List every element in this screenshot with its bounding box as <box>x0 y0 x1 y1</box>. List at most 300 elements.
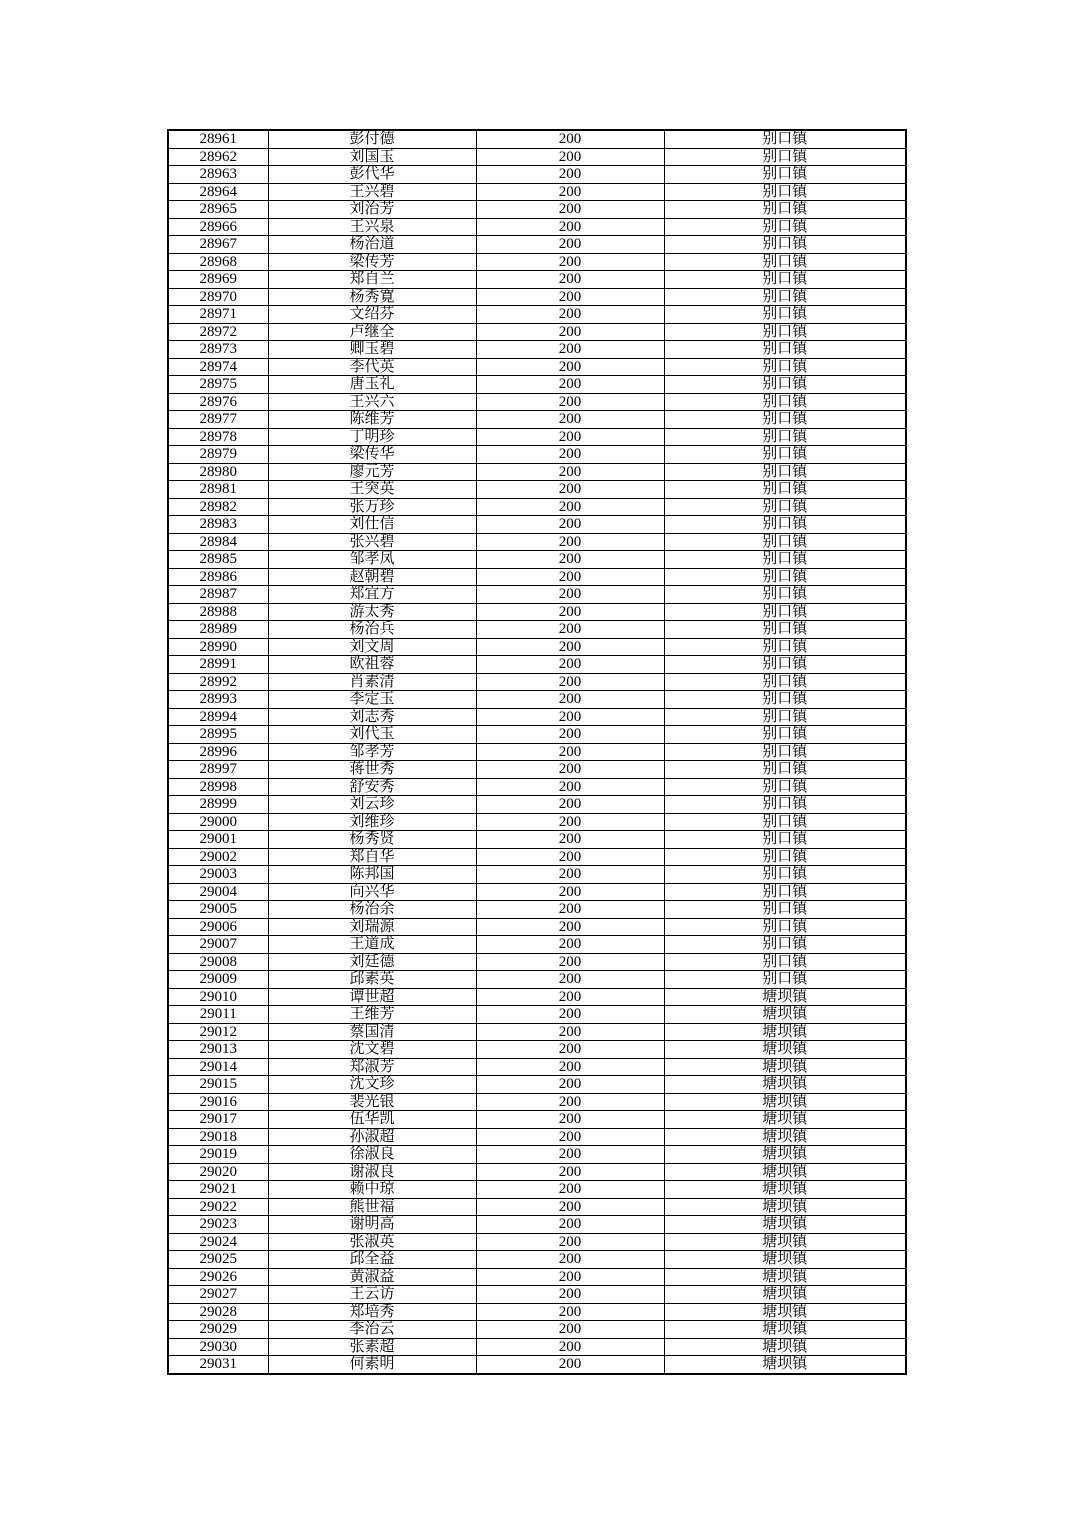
name-cell: 郑培秀 <box>268 1303 476 1321</box>
name-cell: 徐淑良 <box>268 1146 476 1164</box>
name-cell: 张兴碧 <box>268 533 476 551</box>
name-cell: 丁明珍 <box>268 428 476 446</box>
town-cell: 塘坝镇 <box>664 1163 906 1181</box>
name-cell: 沈文珍 <box>268 1076 476 1094</box>
town-cell: 塘坝镇 <box>664 1216 906 1234</box>
town-cell: 别口镇 <box>664 306 906 324</box>
town-cell: 别口镇 <box>664 201 906 219</box>
amount-cell: 200 <box>476 1128 664 1146</box>
name-cell: 杨治余 <box>268 901 476 919</box>
table-row <box>168 1146 906 1164</box>
amount-cell: 200 <box>476 1303 664 1321</box>
name-cell: 王兴六 <box>268 393 476 411</box>
town-cell: 别口镇 <box>664 848 906 866</box>
row-number-cell: 28964 <box>168 183 268 201</box>
amount-cell: 200 <box>476 778 664 796</box>
table-row <box>168 988 906 1006</box>
name-cell: 肖素清 <box>268 673 476 691</box>
amount-cell: 200 <box>476 813 664 831</box>
name-cell: 唐玉礼 <box>268 376 476 394</box>
amount-cell: 200 <box>476 323 664 341</box>
town-cell: 别口镇 <box>664 393 906 411</box>
town-cell: 塘坝镇 <box>664 1338 906 1356</box>
name-cell: 何素明 <box>268 1356 476 1374</box>
town-cell: 塘坝镇 <box>664 1181 906 1199</box>
table-row <box>168 551 906 569</box>
table-row <box>168 831 906 849</box>
name-cell: 廖元芳 <box>268 463 476 481</box>
row-number-cell: 28968 <box>168 253 268 271</box>
table-row <box>168 236 906 254</box>
row-number-cell: 29002 <box>168 848 268 866</box>
row-number-cell: 28967 <box>168 236 268 254</box>
row-number-cell: 28975 <box>168 376 268 394</box>
row-number-cell: 29020 <box>168 1163 268 1181</box>
row-number-cell: 29017 <box>168 1111 268 1129</box>
table-body <box>168 130 906 1374</box>
row-number-cell: 29000 <box>168 813 268 831</box>
amount-cell: 200 <box>476 516 664 534</box>
name-cell: 刘治芳 <box>268 201 476 219</box>
row-number-cell: 29006 <box>168 918 268 936</box>
amount-cell: 200 <box>476 288 664 306</box>
row-number-cell: 29004 <box>168 883 268 901</box>
name-cell: 李定玉 <box>268 691 476 709</box>
name-cell: 李代英 <box>268 358 476 376</box>
amount-cell: 200 <box>476 1233 664 1251</box>
name-cell: 彭代华 <box>268 166 476 184</box>
table-row <box>168 271 906 289</box>
amount-cell: 200 <box>476 358 664 376</box>
row-number-cell: 29019 <box>168 1146 268 1164</box>
row-number-cell: 28978 <box>168 428 268 446</box>
table-row <box>168 446 906 464</box>
town-cell: 别口镇 <box>664 883 906 901</box>
row-number-cell: 28995 <box>168 726 268 744</box>
town-cell: 别口镇 <box>664 428 906 446</box>
town-cell: 别口镇 <box>664 936 906 954</box>
table-row <box>168 1093 906 1111</box>
town-cell: 别口镇 <box>664 901 906 919</box>
name-cell: 赖中琼 <box>268 1181 476 1199</box>
town-cell: 别口镇 <box>664 743 906 761</box>
table-row <box>168 691 906 709</box>
name-cell: 彭付德 <box>268 130 476 148</box>
table-row <box>168 1163 906 1181</box>
table-row <box>168 901 906 919</box>
table-row <box>168 1303 906 1321</box>
town-cell: 别口镇 <box>664 166 906 184</box>
town-cell: 别口镇 <box>664 568 906 586</box>
row-number-cell: 28961 <box>168 130 268 148</box>
table-row <box>168 481 906 499</box>
name-cell: 郑宜方 <box>268 586 476 604</box>
row-number-cell: 28976 <box>168 393 268 411</box>
town-cell: 别口镇 <box>664 708 906 726</box>
row-number-cell: 28970 <box>168 288 268 306</box>
town-cell: 别口镇 <box>664 971 906 989</box>
row-number-cell: 28990 <box>168 638 268 656</box>
row-number-cell: 29011 <box>168 1006 268 1024</box>
row-number-cell: 28962 <box>168 148 268 166</box>
name-cell: 陈邦国 <box>268 866 476 884</box>
town-cell: 塘坝镇 <box>664 1076 906 1094</box>
amount-cell: 200 <box>476 586 664 604</box>
row-number-cell: 29026 <box>168 1268 268 1286</box>
amount-cell: 200 <box>476 1041 664 1059</box>
row-number-cell: 28969 <box>168 271 268 289</box>
amount-cell: 200 <box>476 463 664 481</box>
name-cell: 刘瑞源 <box>268 918 476 936</box>
amount-cell: 200 <box>476 271 664 289</box>
town-cell: 塘坝镇 <box>664 1268 906 1286</box>
name-cell: 郑自兰 <box>268 271 476 289</box>
amount-cell: 200 <box>476 691 664 709</box>
row-number-cell: 28981 <box>168 481 268 499</box>
row-number-cell: 29015 <box>168 1076 268 1094</box>
amount-cell: 200 <box>476 1006 664 1024</box>
row-number-cell: 29007 <box>168 936 268 954</box>
amount-cell: 200 <box>476 1181 664 1199</box>
town-cell: 别口镇 <box>664 778 906 796</box>
amount-cell: 200 <box>476 1268 664 1286</box>
town-cell: 塘坝镇 <box>664 1146 906 1164</box>
town-cell: 塘坝镇 <box>664 1321 906 1339</box>
table-row <box>168 778 906 796</box>
amount-cell: 200 <box>476 1356 664 1374</box>
table-row <box>168 848 906 866</box>
amount-cell: 200 <box>476 1286 664 1304</box>
amount-cell: 200 <box>476 1216 664 1234</box>
town-cell: 别口镇 <box>664 796 906 814</box>
row-number-cell: 28982 <box>168 498 268 516</box>
table-row <box>168 393 906 411</box>
name-cell: 王道成 <box>268 936 476 954</box>
name-cell: 伍华凯 <box>268 1111 476 1129</box>
name-cell: 杨秀贤 <box>268 831 476 849</box>
table-row <box>168 761 906 779</box>
row-number-cell: 28974 <box>168 358 268 376</box>
amount-cell: 200 <box>476 988 664 1006</box>
name-cell: 熊世福 <box>268 1198 476 1216</box>
amount-cell: 200 <box>476 953 664 971</box>
name-cell: 孙淑超 <box>268 1128 476 1146</box>
name-cell: 杨治兵 <box>268 621 476 639</box>
table-row <box>168 516 906 534</box>
name-cell: 赵朝碧 <box>268 568 476 586</box>
amount-cell: 200 <box>476 393 664 411</box>
amount-cell: 200 <box>476 551 664 569</box>
amount-cell: 200 <box>476 673 664 691</box>
town-cell: 别口镇 <box>664 726 906 744</box>
table-row <box>168 708 906 726</box>
town-cell: 别口镇 <box>664 673 906 691</box>
name-cell: 谭世超 <box>268 988 476 1006</box>
town-cell: 别口镇 <box>664 236 906 254</box>
row-number-cell: 28972 <box>168 323 268 341</box>
amount-cell: 200 <box>476 1058 664 1076</box>
amount-cell: 200 <box>476 306 664 324</box>
row-number-cell: 29029 <box>168 1321 268 1339</box>
table-row <box>168 1076 906 1094</box>
amount-cell: 200 <box>476 1146 664 1164</box>
name-cell: 郑自华 <box>268 848 476 866</box>
table-row <box>168 1268 906 1286</box>
name-cell: 王突英 <box>268 481 476 499</box>
name-cell: 蔡国清 <box>268 1023 476 1041</box>
table-row <box>168 726 906 744</box>
row-number-cell: 29018 <box>168 1128 268 1146</box>
amount-cell: 200 <box>476 446 664 464</box>
table-row <box>168 971 906 989</box>
row-number-cell: 29010 <box>168 988 268 1006</box>
name-cell: 郑淑芳 <box>268 1058 476 1076</box>
name-cell: 梁传华 <box>268 446 476 464</box>
table-row <box>168 586 906 604</box>
row-number-cell: 28994 <box>168 708 268 726</box>
name-cell: 邱全益 <box>268 1251 476 1269</box>
name-cell: 王维芳 <box>268 1006 476 1024</box>
row-number-cell: 29013 <box>168 1041 268 1059</box>
name-cell: 张素超 <box>268 1338 476 1356</box>
town-cell: 别口镇 <box>664 218 906 236</box>
row-number-cell: 29030 <box>168 1338 268 1356</box>
name-cell: 邹孝芳 <box>268 743 476 761</box>
table-row <box>168 883 906 901</box>
town-cell: 别口镇 <box>664 253 906 271</box>
name-cell: 梁传芳 <box>268 253 476 271</box>
amount-cell: 200 <box>476 411 664 429</box>
town-cell: 别口镇 <box>664 130 906 148</box>
name-cell: 舒安秀 <box>268 778 476 796</box>
amount-cell: 200 <box>476 831 664 849</box>
table-row <box>168 201 906 219</box>
town-cell: 别口镇 <box>664 813 906 831</box>
town-cell: 塘坝镇 <box>664 988 906 1006</box>
row-number-cell: 28999 <box>168 796 268 814</box>
town-cell: 别口镇 <box>664 516 906 534</box>
amount-cell: 200 <box>476 1076 664 1094</box>
amount-cell: 200 <box>476 761 664 779</box>
amount-cell: 200 <box>476 656 664 674</box>
amount-cell: 200 <box>476 796 664 814</box>
amount-cell: 200 <box>476 1111 664 1129</box>
name-cell: 欧祖蓉 <box>268 656 476 674</box>
row-number-cell: 28980 <box>168 463 268 481</box>
name-cell: 刘代玉 <box>268 726 476 744</box>
town-cell: 塘坝镇 <box>664 1093 906 1111</box>
table-row <box>168 1006 906 1024</box>
row-number-cell: 29014 <box>168 1058 268 1076</box>
town-cell: 别口镇 <box>664 411 906 429</box>
table-row <box>168 1233 906 1251</box>
table-row <box>168 463 906 481</box>
table-row <box>168 918 906 936</box>
town-cell: 别口镇 <box>664 691 906 709</box>
town-cell: 别口镇 <box>664 148 906 166</box>
town-cell: 塘坝镇 <box>664 1006 906 1024</box>
table-row <box>168 130 906 148</box>
row-number-cell: 28977 <box>168 411 268 429</box>
row-number-cell: 28965 <box>168 201 268 219</box>
town-cell: 别口镇 <box>664 638 906 656</box>
name-cell: 黄淑益 <box>268 1268 476 1286</box>
amount-cell: 200 <box>476 901 664 919</box>
town-cell: 别口镇 <box>664 533 906 551</box>
town-cell: 别口镇 <box>664 918 906 936</box>
row-number-cell: 29022 <box>168 1198 268 1216</box>
name-cell: 刘廷德 <box>268 953 476 971</box>
town-cell: 别口镇 <box>664 586 906 604</box>
amount-cell: 200 <box>476 1163 664 1181</box>
town-cell: 别口镇 <box>664 953 906 971</box>
row-number-cell: 29005 <box>168 901 268 919</box>
table-row <box>168 533 906 551</box>
name-cell: 邱素英 <box>268 971 476 989</box>
amount-cell: 200 <box>476 638 664 656</box>
name-cell: 陈维芳 <box>268 411 476 429</box>
town-cell: 塘坝镇 <box>664 1303 906 1321</box>
amount-cell: 200 <box>476 533 664 551</box>
amount-cell: 200 <box>476 1251 664 1269</box>
row-number-cell: 28983 <box>168 516 268 534</box>
table-row <box>168 166 906 184</box>
name-cell: 刘文周 <box>268 638 476 656</box>
row-number-cell: 29023 <box>168 1216 268 1234</box>
table-row <box>168 1251 906 1269</box>
amount-cell: 200 <box>476 201 664 219</box>
table-row <box>168 1216 906 1234</box>
table-row <box>168 656 906 674</box>
name-cell: 王兴泉 <box>268 218 476 236</box>
table-row <box>168 411 906 429</box>
town-cell: 别口镇 <box>664 288 906 306</box>
town-cell: 别口镇 <box>664 358 906 376</box>
row-number-cell: 28984 <box>168 533 268 551</box>
name-cell: 沈文碧 <box>268 1041 476 1059</box>
amount-cell: 200 <box>476 708 664 726</box>
row-number-cell: 28971 <box>168 306 268 324</box>
town-cell: 别口镇 <box>664 323 906 341</box>
amount-cell: 200 <box>476 498 664 516</box>
name-cell: 刘志秀 <box>268 708 476 726</box>
name-cell: 杨治道 <box>268 236 476 254</box>
amount-cell: 200 <box>476 866 664 884</box>
table-row <box>168 743 906 761</box>
town-cell: 别口镇 <box>664 498 906 516</box>
table-row <box>168 813 906 831</box>
row-number-cell: 28986 <box>168 568 268 586</box>
table-row <box>168 603 906 621</box>
row-number-cell: 28973 <box>168 341 268 359</box>
town-cell: 塘坝镇 <box>664 1251 906 1269</box>
town-cell: 别口镇 <box>664 603 906 621</box>
amount-cell: 200 <box>476 183 664 201</box>
row-number-cell: 28988 <box>168 603 268 621</box>
row-number-cell: 29001 <box>168 831 268 849</box>
amount-cell: 200 <box>476 481 664 499</box>
town-cell: 别口镇 <box>664 831 906 849</box>
name-cell: 王云访 <box>268 1286 476 1304</box>
table-row <box>168 498 906 516</box>
row-number-cell: 29025 <box>168 1251 268 1269</box>
table-row <box>168 1041 906 1059</box>
table-row <box>168 936 906 954</box>
row-number-cell: 28997 <box>168 761 268 779</box>
name-cell: 张淑英 <box>268 1233 476 1251</box>
town-cell: 别口镇 <box>664 183 906 201</box>
table-row <box>168 1338 906 1356</box>
amount-cell: 200 <box>476 1338 664 1356</box>
table-row <box>168 1128 906 1146</box>
row-number-cell: 29031 <box>168 1356 268 1374</box>
row-number-cell: 28989 <box>168 621 268 639</box>
name-cell: 王兴碧 <box>268 183 476 201</box>
row-number-cell: 28963 <box>168 166 268 184</box>
amount-cell: 200 <box>476 166 664 184</box>
name-cell: 谢淑良 <box>268 1163 476 1181</box>
town-cell: 别口镇 <box>664 621 906 639</box>
data-table <box>167 129 907 1375</box>
town-cell: 别口镇 <box>664 481 906 499</box>
town-cell: 别口镇 <box>664 463 906 481</box>
amount-cell: 200 <box>476 1093 664 1111</box>
table-row <box>168 148 906 166</box>
town-cell: 塘坝镇 <box>664 1111 906 1129</box>
town-cell: 塘坝镇 <box>664 1128 906 1146</box>
town-cell: 别口镇 <box>664 866 906 884</box>
table-row <box>168 1198 906 1216</box>
town-cell: 塘坝镇 <box>664 1356 906 1374</box>
amount-cell: 200 <box>476 1321 664 1339</box>
table-row <box>168 288 906 306</box>
amount-cell: 200 <box>476 918 664 936</box>
town-cell: 塘坝镇 <box>664 1058 906 1076</box>
table-row <box>168 323 906 341</box>
town-cell: 别口镇 <box>664 656 906 674</box>
amount-cell: 200 <box>476 743 664 761</box>
row-number-cell: 28993 <box>168 691 268 709</box>
name-cell: 杨秀寛 <box>268 288 476 306</box>
name-cell: 游太秀 <box>268 603 476 621</box>
table-row <box>168 866 906 884</box>
amount-cell: 200 <box>476 883 664 901</box>
amount-cell: 200 <box>476 1198 664 1216</box>
row-number-cell: 29009 <box>168 971 268 989</box>
table-row <box>168 1286 906 1304</box>
name-cell: 刘维珍 <box>268 813 476 831</box>
amount-cell: 200 <box>476 621 664 639</box>
table-row <box>168 953 906 971</box>
table-row <box>168 358 906 376</box>
table-row <box>168 253 906 271</box>
name-cell: 文绍芬 <box>268 306 476 324</box>
town-cell: 别口镇 <box>664 761 906 779</box>
table-row <box>168 1181 906 1199</box>
name-cell: 蒋世秀 <box>268 761 476 779</box>
table-row <box>168 341 906 359</box>
row-number-cell: 28979 <box>168 446 268 464</box>
town-cell: 别口镇 <box>664 446 906 464</box>
table-row <box>168 673 906 691</box>
row-number-cell: 28966 <box>168 218 268 236</box>
town-cell: 塘坝镇 <box>664 1023 906 1041</box>
name-cell: 张万珍 <box>268 498 476 516</box>
amount-cell: 200 <box>476 936 664 954</box>
table-row <box>168 428 906 446</box>
amount-cell: 200 <box>476 130 664 148</box>
amount-cell: 200 <box>476 376 664 394</box>
